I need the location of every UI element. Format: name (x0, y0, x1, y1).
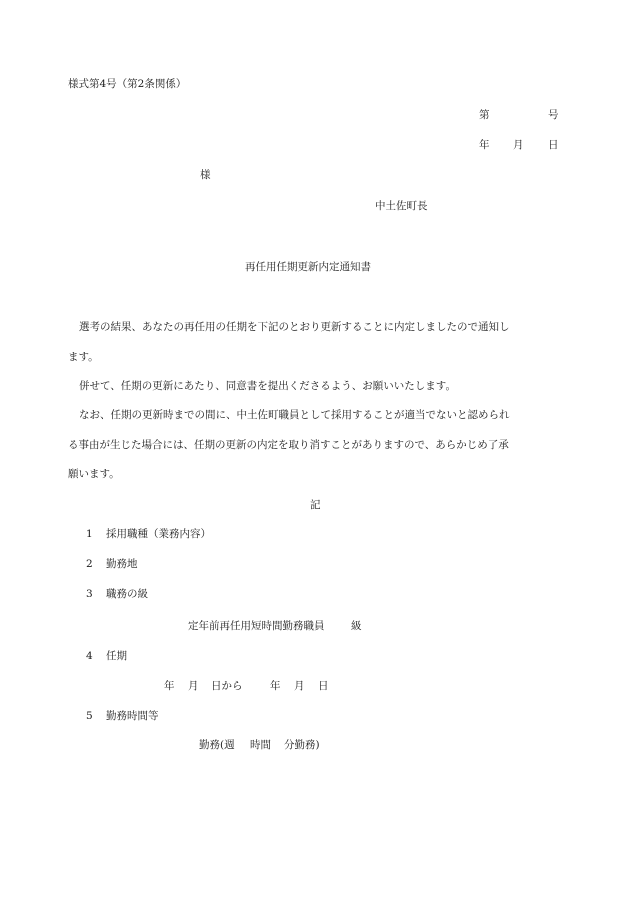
item-3-label: 職務の級 (106, 588, 148, 600)
body-para3-line2: る事由が生じた場合には、任期の更新の内定を取り消すことがありますので、あらかじめ了承 (68, 439, 509, 451)
item-4-from-day: 日から (211, 680, 243, 692)
item-2-label: 勤務地 (106, 558, 138, 570)
item-4-to-month: 月 (294, 680, 305, 692)
sender: 中土佐町長 (375, 200, 428, 212)
item-5-label: 勤務時間等 (106, 710, 159, 722)
number-prefix: 第 (479, 109, 490, 121)
item-3-detail-text: 定年前再任用短時間勤務職員 (188, 620, 325, 632)
item-4-from-year: 年 (164, 680, 175, 692)
item-5-detail-hours: 時間 (250, 739, 271, 751)
item-4-from-month: 月 (188, 680, 199, 692)
item-1-number: 1 (86, 528, 93, 540)
item-3-detail-kyu: 級 (351, 620, 362, 632)
body-para2: 併せて、任期の更新にあたり、同意書を提出くださるよう、お願いいたします。 (79, 380, 456, 392)
item-5-detail-open: 勤務(週 (199, 739, 235, 751)
recipient-suffix: 様 (200, 169, 211, 181)
number-suffix: 号 (548, 109, 559, 121)
item-4-label: 任期 (106, 650, 127, 662)
form-label: 様式第4号（第2条関係） (68, 78, 187, 90)
date-month: 月 (513, 139, 524, 151)
item-2-number: 2 (86, 558, 93, 570)
item-4-number: 4 (86, 650, 93, 662)
date-day: 日 (548, 139, 559, 151)
item-1-label: 採用職種（業務内容） (106, 528, 211, 540)
body-para1-line1: 選考の結果、あなたの再任用の任期を下記のとおり更新することに内定しましたので通知し (79, 321, 510, 333)
item-5-detail-mins: 分勤務) (284, 739, 320, 751)
body-para1-line2: ます。 (68, 351, 99, 363)
ki-heading: 記 (310, 499, 321, 511)
item-4-to-year: 年 (270, 680, 281, 692)
item-4-to-day: 日 (318, 680, 329, 692)
document-title: 再任用任期更新内定通知書 (245, 261, 371, 273)
body-para3-line1: なお、任期の更新時までの間に、中土佐町職員として採用することが適当でないと認められ (79, 409, 510, 421)
item-5-number: 5 (86, 710, 93, 722)
date-year: 年 (479, 139, 490, 151)
item-3-number: 3 (86, 588, 93, 600)
body-para3-line3: 願います。 (68, 468, 120, 480)
